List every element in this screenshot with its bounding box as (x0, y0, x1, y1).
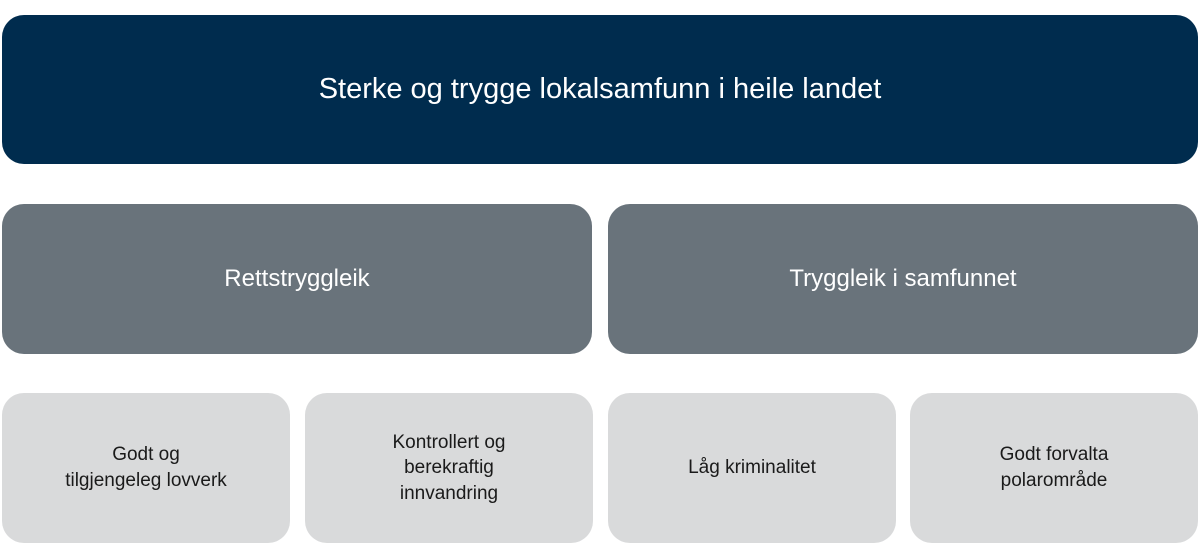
area-label-rettstryggleik: Rettstryggleik (224, 265, 370, 292)
objective-box-innvandring (305, 393, 593, 543)
objective-label-kriminalitet: Låg kriminalitet (688, 457, 816, 479)
area-label-tryggleik: Tryggleik i samfunnet (789, 265, 1017, 292)
objective-label-lovverk: Godt og tilgjengeleg lovverk (65, 444, 227, 491)
main-goal-label: Sterke og trygge lokalsamfunn i heile landet (318, 73, 882, 105)
objective-box-polaromrade (910, 393, 1198, 543)
area-box-tryggleik (608, 204, 1198, 354)
area-box-rettstryggleik (2, 204, 592, 354)
main-goal-box (2, 15, 1198, 164)
objective-label-polaromrade: Godt forvalta polarområde (999, 444, 1109, 491)
objective-label-innvandring: Kontrollert og berekraftig innvandring (392, 431, 506, 504)
objective-box-lovverk (2, 393, 290, 543)
objective-box-kriminalitet (608, 393, 896, 543)
